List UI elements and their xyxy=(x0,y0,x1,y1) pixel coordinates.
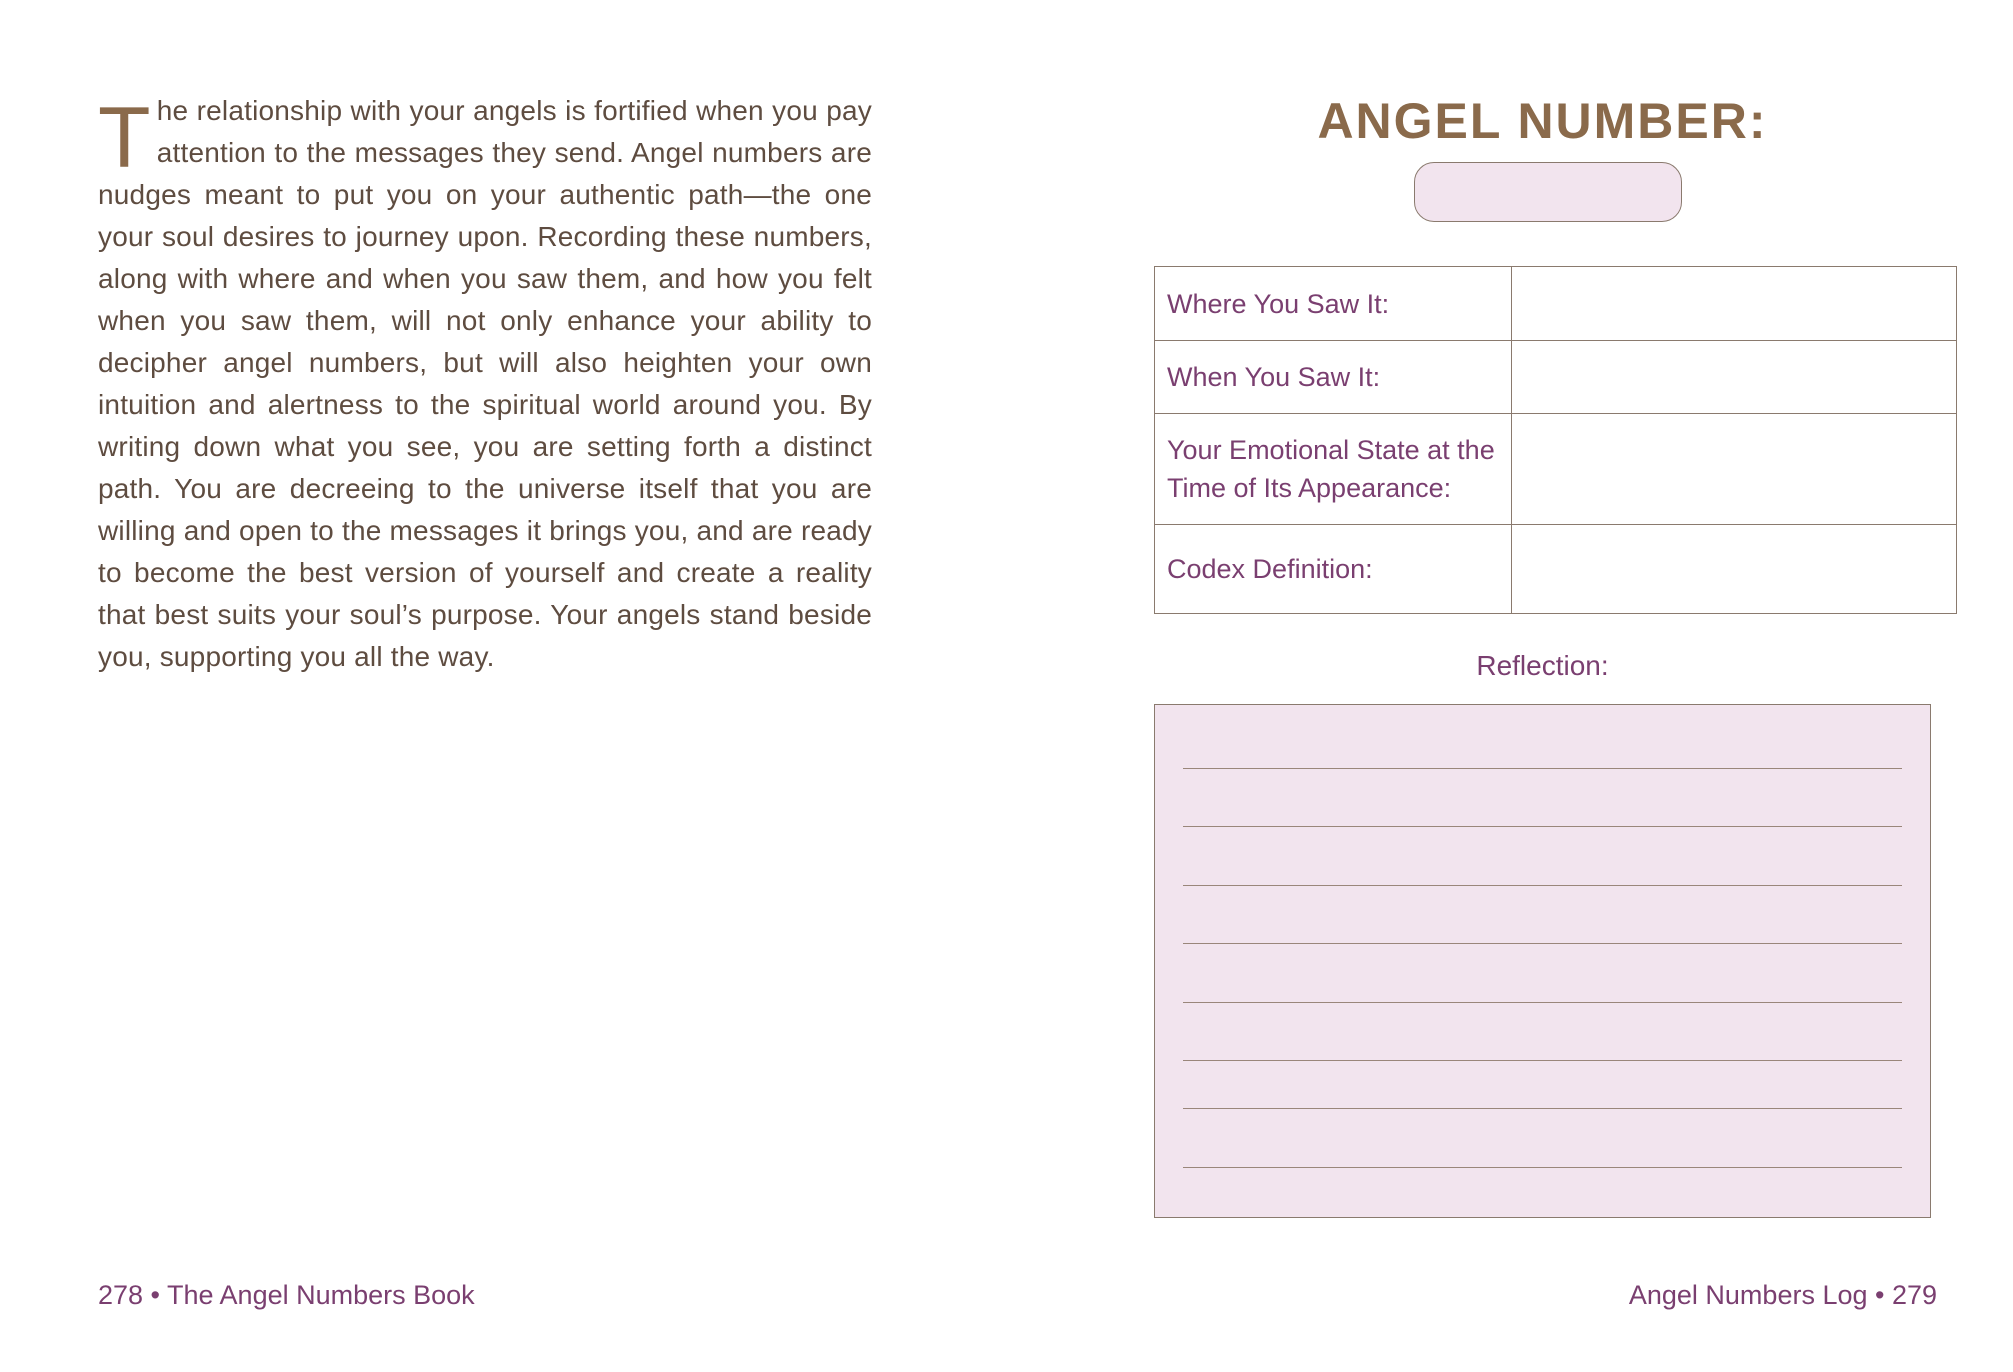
writing-line xyxy=(1183,1060,1902,1061)
writing-line xyxy=(1183,1108,1902,1109)
writing-line xyxy=(1183,826,1902,827)
left-folio: 278 • The Angel Numbers Book xyxy=(98,1280,475,1310)
row-value-emotional-state[interactable] xyxy=(1512,414,1957,525)
intro-paragraph xyxy=(98,90,872,678)
writing-line xyxy=(1183,943,1902,944)
writing-line xyxy=(1183,768,1902,769)
reflection-area[interactable] xyxy=(1154,704,1931,1218)
row-value-where[interactable] xyxy=(1512,267,1957,341)
writing-line xyxy=(1183,1002,1902,1003)
left-page xyxy=(98,90,872,678)
table-row xyxy=(1155,267,1957,341)
row-label-emotional-state: Your Emotional State at the Time of Its Appearance: xyxy=(1155,414,1512,525)
reflection-label: Reflection: xyxy=(1476,650,1609,681)
drop-cap: T xyxy=(98,90,151,186)
log-table xyxy=(1154,266,1957,614)
row-label-where: Where You Saw It: xyxy=(1155,267,1512,341)
writing-line xyxy=(1183,1167,1902,1168)
right-folio: Angel Numbers Log • 279 xyxy=(1628,1280,1937,1310)
intro-paragraph-text: he relationship with your angels is fortified when you pay attention to the messages they send. Angel numbers are nudges meant to put you on your authentic path—the one your soul desires to journey upon. Recording these numbers, along with where and when you saw them, and how you felt when you saw them, will not only enhance your ability to decipher angel numbers, but will also heighten your own intuition and alertness to the spiritual world around you. By writing down what you see, you are setting forth a distinct path. You are decreeing to the universe itself that you are willing and open to the messages it brings you, and are ready to become the best version of yourself and create a reality that best suits your soul’s purpose. Your angels stand beside you, supporting you all the way. xyxy=(98,95,872,672)
writing-line xyxy=(1183,885,1902,886)
angel-number-heading: ANGEL NUMBER: xyxy=(1317,93,1768,149)
table-row xyxy=(1155,414,1957,525)
table-row xyxy=(1155,525,1957,614)
angel-number-field[interactable] xyxy=(1414,162,1682,222)
table-row xyxy=(1155,341,1957,414)
row-label-when: When You Saw It: xyxy=(1155,341,1512,414)
row-value-codex-definition[interactable] xyxy=(1512,525,1957,614)
row-value-when[interactable] xyxy=(1512,341,1957,414)
row-label-codex-definition: Codex Definition: xyxy=(1155,525,1512,614)
